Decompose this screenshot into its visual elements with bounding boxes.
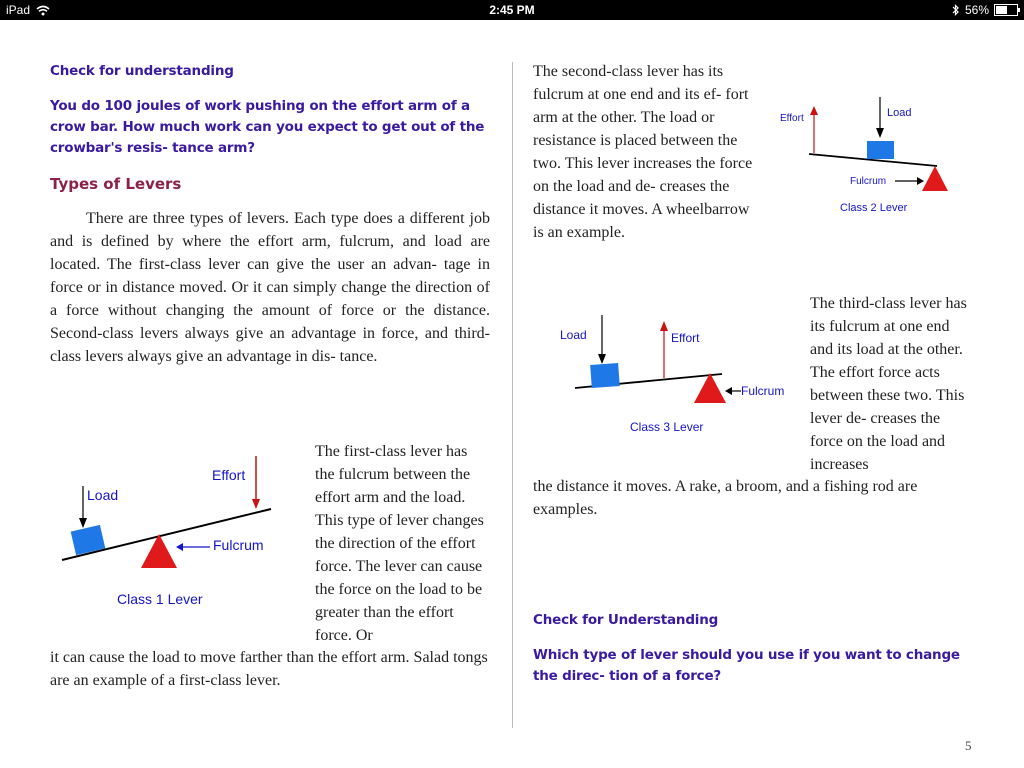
- class2-effort-arrow: [810, 106, 818, 115]
- class1-fulcrum-arrow: [176, 543, 183, 551]
- check-understanding-heading-right: Check for Understanding: [533, 612, 719, 628]
- class2-lever-diagram: [775, 95, 960, 220]
- class1-fulcrum-label: Fulcrum: [213, 537, 264, 553]
- class1-effort-arrow: [252, 499, 260, 509]
- class3-effort-arrow: [660, 321, 668, 331]
- class2-caption: Class 2 Lever: [840, 202, 908, 214]
- class1-lever-diagram: [55, 450, 305, 615]
- class3-fulcrum-label: Fulcrum: [741, 384, 785, 398]
- class2-effort-label: Effort: [780, 113, 804, 124]
- class1-load-label: Load: [87, 487, 119, 503]
- class2-text: The second-class lever has its fulcrum at one end and its ef- fort arm at the other. The load or resistance is placed between the two. This lever increases the force on the load and de- creases the distance it moves. A wheelbarrow is an example.: [533, 63, 753, 241]
- class3-fulcrum-arrow: [725, 387, 732, 395]
- class3-text-bottom: the distance it moves. A rake, a broom, and a fishing rod are examples.: [533, 478, 918, 518]
- class1-load-arrow: [79, 518, 87, 528]
- class3-load-label: Load: [560, 328, 587, 342]
- class3-load-arrow: [598, 354, 606, 364]
- column-divider: [512, 62, 513, 728]
- class3-effort-label: Effort: [671, 331, 700, 345]
- class3-fulcrum: [694, 373, 726, 403]
- class2-fulcrum-arrow: [917, 177, 924, 185]
- class2-load-arrow: [876, 128, 884, 138]
- class3-caption: Class 3 Lever: [630, 420, 704, 434]
- status-bar: [0, 0, 1024, 20]
- battery-percent: 56%: [964, 3, 989, 17]
- check-understanding-heading-left: Check for understanding: [50, 63, 234, 79]
- class3-load-box: [590, 363, 620, 388]
- page-number: 5: [965, 738, 972, 753]
- class1-text-bottom: it can cause the load to move farther than the effort arm. Salad tongs are an example of a first-class lever.: [50, 649, 488, 689]
- class2-fulcrum: [922, 166, 948, 191]
- intro-paragraph: There are three types of levers. Each type does a different job and is defined by where the effort arm, fulcrum, and load are located. The first-class lever can give the user an advan- tage in force or in distance moved. Or it can simply change the direction of a force without changing the amount of force or the distance. Second-class levers always give an advantage in force, and third-class levers always give an advantage in dis- tance.: [50, 210, 490, 365]
- class3-lever-diagram: [555, 310, 800, 440]
- class2-fulcrum-label: Fulcrum: [850, 176, 887, 187]
- status-right: [952, 3, 1018, 17]
- section-heading: Types of Levers: [50, 175, 182, 193]
- class2-load-box: [867, 141, 894, 159]
- check-question-right: Which type of lever should you use if you want to change the direc- tion of a force?: [533, 647, 960, 684]
- check-question-left: You do 100 joules of work pushing on the effort arm of a crow bar. How much work can you expect to get out of the crowbar's resis- tance arm?: [50, 98, 485, 156]
- class2-load-label: Load: [887, 107, 912, 119]
- class1-effort-label: Effort: [212, 467, 246, 483]
- battery-icon: [994, 4, 1018, 16]
- device-label: iPad: [6, 3, 31, 17]
- bluetooth-icon: [952, 4, 960, 16]
- class1-text-side: The first-class lever has the fulcrum between the effort arm and the load. This type of lever changes the direction of the effort force. The lever can cause the force on the load to be greater than the effort force. Or: [315, 443, 484, 644]
- status-time: 2:45 PM: [489, 3, 535, 17]
- class1-caption: Class 1 Lever: [117, 591, 203, 607]
- class3-text-side: The third-class lever has its fulcrum at one end and its load at the other. The effort force acts between these two. This lever de- creases the force on the load and increases: [810, 295, 967, 473]
